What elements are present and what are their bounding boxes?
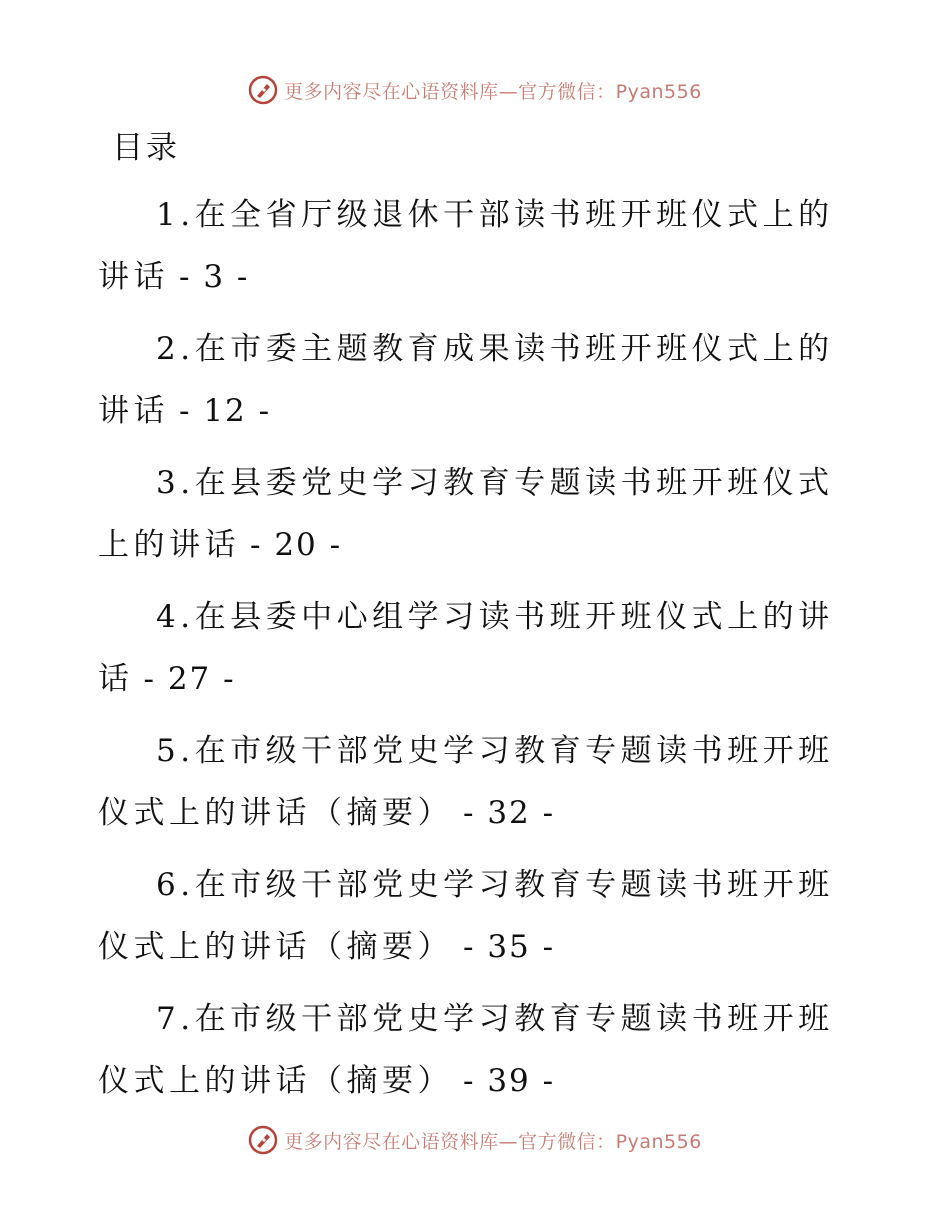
toc-entry-title: 在县委中心组学习读书班开班仪式上的讲话 — [98, 599, 834, 697]
toc-entry-title: 在市级干部党史学习教育专题读书班开班仪式上的讲话（摘要） — [98, 1001, 834, 1099]
toc-entry-number: 3. — [156, 465, 195, 501]
toc-entry[interactable] — [98, 452, 838, 576]
toc-entry-title: 在市委主题教育成果读书班开班仪式上的讲话 — [98, 331, 834, 429]
toc-entry-page: - 12 - — [179, 393, 272, 429]
toc-entry[interactable] — [98, 184, 838, 308]
toc-entry[interactable] — [98, 988, 838, 1112]
toc-entry-title: 在市级干部党史学习教育专题读书班开班仪式上的讲话（摘要） — [98, 867, 834, 965]
toc-entry-number: 1. — [156, 197, 195, 233]
watermark-text: 更多内容尽在心语资料库—官方微信：Pyan556 — [284, 1130, 702, 1153]
toc-entry-page: - 27 - — [143, 661, 236, 697]
toc-entry-title: 在市级干部党史学习教育专题读书班开班仪式上的讲话（摘要） — [98, 733, 834, 831]
toc-entry-page: - 35 - — [463, 929, 556, 965]
footer-watermark — [0, 1120, 950, 1160]
toc-entry[interactable] — [98, 854, 838, 978]
toc-entry[interactable] — [98, 720, 838, 844]
toc-entry-number: 6. — [156, 867, 195, 903]
toc-entry-page: - 32 - — [463, 795, 556, 831]
watermark-text: 更多内容尽在心语资料库—官方微信：Pyan556 — [284, 80, 702, 103]
toc-entry-number: 4. — [156, 599, 195, 635]
toc-entry-number: 5. — [156, 733, 195, 769]
header-watermark — [0, 70, 950, 110]
pen-nib-logo-icon — [248, 1125, 278, 1155]
toc-entry-page: - 39 - — [463, 1063, 556, 1099]
toc-heading: 目录 — [112, 130, 180, 166]
pen-nib-logo-icon — [248, 75, 278, 105]
toc-entry-title: 在县委党史学习教育专题读书班开班仪式上的讲话 — [98, 465, 834, 563]
toc-entry-page: - 20 - — [250, 527, 343, 563]
toc-entry[interactable] — [98, 586, 838, 710]
toc-entry-page: - 3 - — [179, 259, 250, 295]
toc-entry-number: 2. — [156, 331, 195, 367]
toc-entry-number: 7. — [156, 1001, 195, 1037]
toc-entry[interactable] — [98, 318, 838, 442]
toc-entry-title: 在全省厅级退休干部读书班开班仪式上的讲话 — [98, 197, 834, 295]
